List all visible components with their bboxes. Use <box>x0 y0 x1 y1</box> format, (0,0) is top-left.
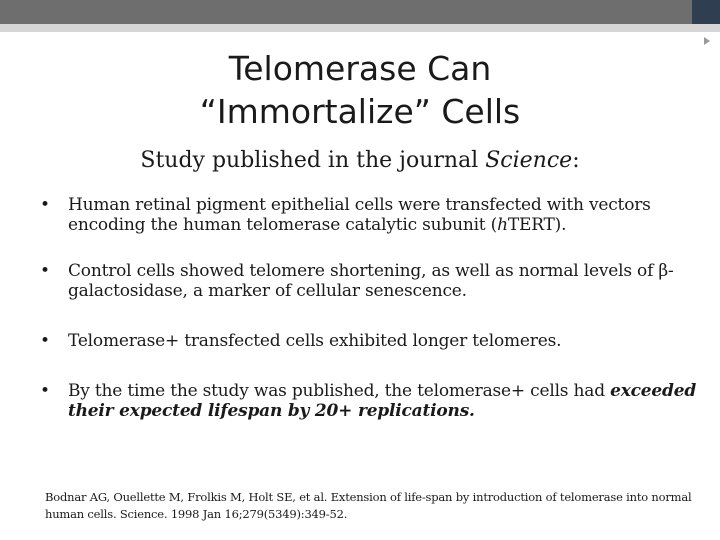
bullet-text: Telomerase+ transfected cells exhibited longer telomeres. <box>68 331 562 351</box>
header-bar <box>0 0 720 24</box>
subtitle-prefix: Study published in the journal <box>140 148 486 173</box>
bullet-text-italic: h <box>497 215 508 235</box>
reference-citation: Bodnar AG, Ouellette M, Frolkis M, Holt SE, et al. Extension of life-span by introduction of telomerase into normal human cells. Science. 1998 Jan 16;279(5349):349-52. <box>45 490 692 521</box>
bullet-item <box>40 381 700 421</box>
bullet-item <box>40 331 700 351</box>
bullet-text: TERT <box>507 215 555 235</box>
slide-subtitle <box>0 146 720 176</box>
subtitle-suffix: : <box>572 148 580 173</box>
slide-title <box>0 47 720 133</box>
bullet-dot-icon: • <box>40 381 50 401</box>
header-subbar <box>0 24 720 32</box>
bullet-dot-icon: • <box>40 331 50 351</box>
bullet-dot-icon: • <box>40 195 50 215</box>
triangle-marker-icon <box>704 37 710 45</box>
bullet-item <box>40 195 700 235</box>
bullet-dot-icon: • <box>40 261 50 281</box>
bullet-text: Human retinal pigment epithelial cells were transfected with vectors encoding the human telomerase catalytic subunit ( <box>68 195 651 235</box>
subtitle-journal: Science <box>485 148 573 173</box>
bullet-text-emphasis: exceeded their expected lifespan by 20+ replications. <box>68 381 697 421</box>
bullet-text: By the time the study was published, the telomerase+ cells had <box>68 381 611 401</box>
bullet-text: Control cells showed telomere shortening, as well as normal levels of β-galactosidase, a marker of cellular senescence. <box>68 261 674 301</box>
title-line-1: Telomerase Can <box>228 49 492 88</box>
bullet-item <box>40 261 700 301</box>
bullet-text: ). <box>554 215 567 235</box>
header-accent-block <box>692 0 720 24</box>
title-line-2: “Immortalize” Cells <box>199 92 521 131</box>
bullet-list <box>40 195 700 421</box>
